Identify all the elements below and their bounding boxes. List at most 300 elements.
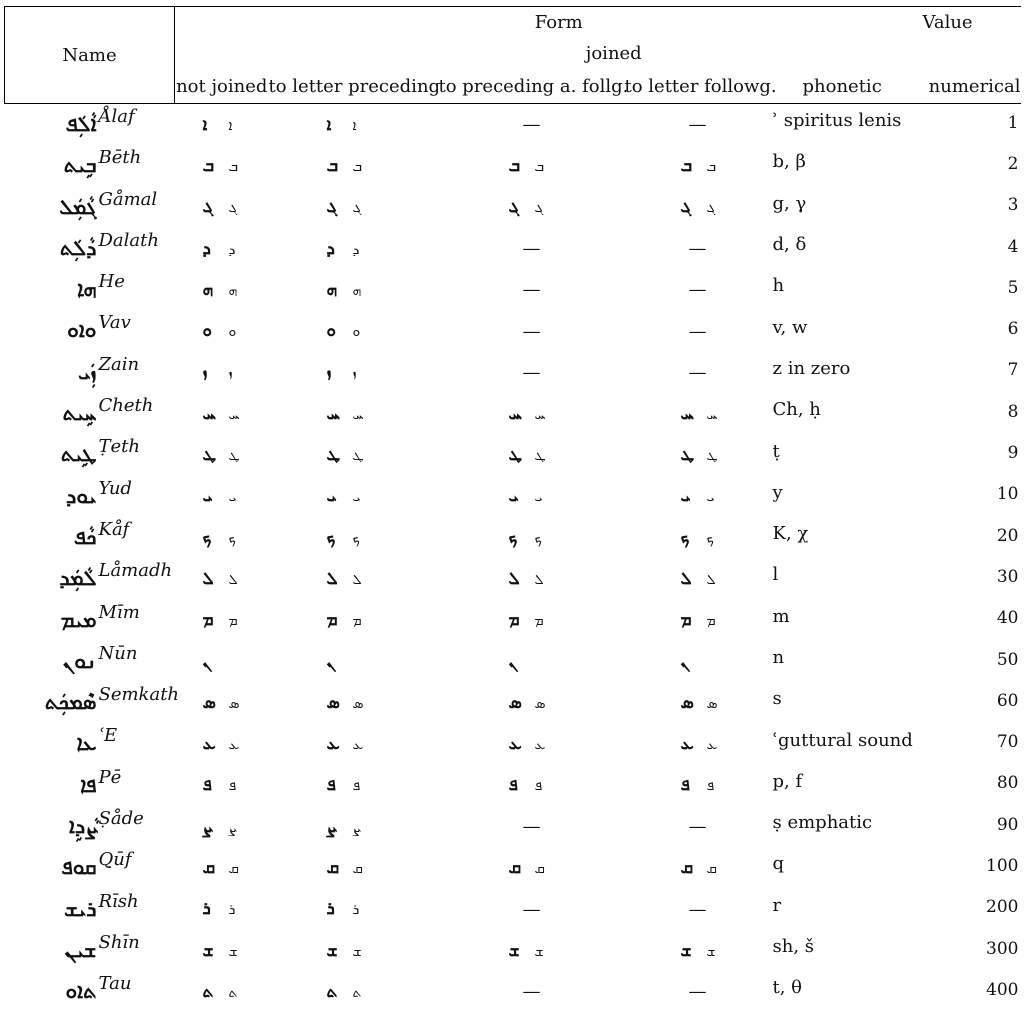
letter-glyph-bold: ܝ <box>326 486 337 507</box>
letter-glyph-bold: ܩ <box>326 857 340 878</box>
letter-glyph-bold: ܡ <box>680 610 692 631</box>
latin-name: Yud <box>98 477 132 499</box>
phonetic-value <box>771 476 913 517</box>
letter-glyph-light: ܟ <box>228 530 237 547</box>
numerical-text: 10 <box>996 484 1019 505</box>
numerical-value <box>913 889 1021 930</box>
letter-name-cell <box>5 145 175 186</box>
header-not-joined: not joined <box>175 69 269 104</box>
phonetic-text: z in zero <box>772 357 851 379</box>
phonetic-value <box>771 145 913 186</box>
letter-glyph-light: ܥ <box>228 737 240 754</box>
letter-glyph-bold: ܩ <box>202 857 216 878</box>
letter-glyph-bold: ܥ <box>508 734 522 755</box>
numerical-value <box>913 930 1021 971</box>
letter-glyph-bold: ܝ <box>508 486 519 507</box>
latin-name: Ṣåde <box>98 808 144 830</box>
table-row <box>5 104 1021 146</box>
letter-form <box>269 806 439 847</box>
letter-glyph-bold: ܦ <box>326 775 336 796</box>
phonetic-text: b, β <box>772 151 806 173</box>
letter-glyph-light: ܥ <box>352 737 364 754</box>
numerical-text: 90 <box>996 814 1019 835</box>
no-form-dash: — <box>522 981 541 1003</box>
phonetic-value <box>771 310 913 351</box>
no-form-dash: — <box>522 279 541 301</box>
letter-glyph-light: ܨ <box>228 819 238 836</box>
letter-glyph-bold: ܚ <box>326 403 340 424</box>
letter-form <box>175 889 269 930</box>
letter-glyph-bold: ܛ <box>508 445 522 466</box>
numerical-text: 3 <box>1007 195 1019 216</box>
numerical-text: 100 <box>986 855 1019 876</box>
letter-glyph-light: ܝ <box>534 489 543 506</box>
letter-glyph-light: ܫ <box>706 943 716 960</box>
letter-glyph-bold: ܩ <box>508 857 522 878</box>
letter-form <box>439 558 625 599</box>
syriac-name: ܘܐܘ <box>67 318 97 343</box>
letter-form <box>175 104 269 146</box>
letter-glyph-bold: ܒ <box>326 155 339 176</box>
letter-glyph-light: ܦ <box>228 778 237 795</box>
letter-glyph-bold: ܓ <box>508 197 520 218</box>
letter-name-cell <box>5 228 175 269</box>
letter-form <box>175 434 269 475</box>
numerical-value <box>913 517 1021 558</box>
letter-glyph-light: ܬ <box>228 984 238 1001</box>
phonetic-value <box>771 104 913 146</box>
letter-glyph-light: ܩ <box>228 860 239 877</box>
letter-glyph-light: ܓ <box>228 200 238 217</box>
numerical-text: 20 <box>996 525 1019 546</box>
phonetic-text: Ch, ḥ <box>772 399 821 421</box>
numerical-value <box>913 434 1021 475</box>
no-form-dash: — <box>522 238 541 260</box>
letter-form <box>269 434 439 475</box>
letter-glyph-bold: ܛ <box>326 445 340 466</box>
letter-glyph-light: ܪ <box>228 902 236 919</box>
latin-name: Bēth <box>98 147 142 169</box>
table-row <box>5 145 1021 186</box>
numerical-value <box>913 476 1021 517</box>
letter-form <box>625 434 771 475</box>
numerical-text: 6 <box>1007 319 1019 340</box>
letter-glyph-bold: ܦ <box>202 775 212 796</box>
letter-glyph-light: ܓ <box>352 200 362 217</box>
letter-glyph-bold: ܚ <box>202 403 216 424</box>
table-row <box>5 971 1021 1012</box>
letter-glyph-bold: ܣ <box>508 692 522 713</box>
letter-glyph-bold: ܕ <box>326 238 335 259</box>
phonetic-text: m <box>772 605 790 627</box>
letter-form <box>175 847 269 888</box>
latin-name: Ṭeth <box>98 436 140 458</box>
numerical-text: 40 <box>996 608 1019 629</box>
letter-form <box>269 393 439 434</box>
syriac-name: ܓܵܡܲܠ <box>59 194 97 219</box>
phonetic-value <box>771 847 913 888</box>
letter-name-cell <box>5 641 175 682</box>
letter-glyph-bold: ܡ <box>326 610 338 631</box>
letter-glyph-light: ܓ <box>706 200 716 217</box>
no-form-dash: — <box>688 238 707 260</box>
numerical-value <box>913 310 1021 351</box>
no-form-dash: — <box>522 898 541 920</box>
syriac-name: ܝܘܕ <box>66 483 97 508</box>
letter-glyph-bold: ܙ <box>326 362 332 383</box>
letter-glyph-light: ܨ <box>352 819 362 836</box>
letter-name-cell <box>5 187 175 228</box>
letter-form <box>625 765 771 806</box>
letter-glyph-bold: ܟ <box>202 527 212 548</box>
letter-glyph-bold: ܥ <box>680 734 694 755</box>
phonetic-value <box>771 558 913 599</box>
letter-form <box>175 393 269 434</box>
letter-glyph-light: ܫ <box>534 943 544 960</box>
phonetic-value <box>771 269 913 310</box>
table-row <box>5 930 1021 971</box>
header-to-letter-following: to letter followg. <box>625 69 771 104</box>
syriac-name: ܗܐ <box>77 277 97 302</box>
letter-glyph-light: ܠ <box>706 571 716 588</box>
letter-form <box>439 723 625 764</box>
letter-form <box>625 930 771 971</box>
numerical-value <box>913 269 1021 310</box>
letter-glyph-bold: ܠ <box>508 568 520 589</box>
table-row <box>5 310 1021 351</box>
table-row <box>5 806 1021 847</box>
letter-glyph-light: ܕ <box>228 241 236 258</box>
letter-glyph-bold: ܣ <box>680 692 694 713</box>
letter-form <box>269 930 439 971</box>
letter-glyph-light: ܚ <box>706 406 718 423</box>
letter-glyph-light: ܝ <box>228 489 237 506</box>
letter-form <box>175 228 269 269</box>
numerical-value <box>913 145 1021 186</box>
letter-name-cell <box>5 517 175 558</box>
syriac-name: ܒܹܝܬ <box>63 153 97 178</box>
header-value: Value <box>913 7 1021 39</box>
letter-name-cell <box>5 806 175 847</box>
letter-form <box>439 847 625 888</box>
letter-form <box>625 682 771 723</box>
letter-glyph-bold: ܝ <box>680 486 691 507</box>
numerical-text: 9 <box>1007 443 1019 464</box>
letter-glyph-light: ܒ <box>706 158 717 175</box>
letter-glyph-light: ܘ <box>352 324 361 341</box>
letter-form <box>439 930 625 971</box>
letter-form <box>625 145 771 186</box>
letter-form <box>625 187 771 228</box>
syriac-name: ܪܝܫ <box>64 896 97 921</box>
letter-name-cell <box>5 765 175 806</box>
letter-glyph-light: ܐ <box>228 117 233 134</box>
latin-name: Pē <box>98 766 122 788</box>
no-form-dash: — <box>522 816 541 838</box>
syriac-name: ܥܐ <box>76 731 97 756</box>
phonetic-value <box>771 641 913 682</box>
header-joined: joined <box>585 43 642 64</box>
no-form-dash: — <box>522 114 541 136</box>
letter-glyph-light: ܣ <box>352 695 364 712</box>
letter-glyph-bold: ܗ <box>202 279 214 300</box>
letter-glyph-bold: ܙ <box>202 362 208 383</box>
letter-glyph-bold: ܘ <box>326 321 336 342</box>
no-form-dash: — <box>688 981 707 1003</box>
letter-form <box>175 517 269 558</box>
letter-form <box>175 352 269 393</box>
letter-glyph-bold: ܒ <box>680 155 693 176</box>
numerical-value <box>913 352 1021 393</box>
letter-glyph-bold: ܬ <box>202 981 214 1002</box>
letter-form <box>269 352 439 393</box>
letter-form <box>269 641 439 682</box>
syriac-name: ܐܵܠܲܦ <box>65 112 97 136</box>
letter-name-cell <box>5 889 175 930</box>
numerical-text: 60 <box>996 690 1019 711</box>
header-phonetic: phonetic <box>771 69 913 104</box>
table-row <box>5 889 1021 930</box>
letter-glyph-bold: ܢ <box>326 651 336 672</box>
phonetic-text: h <box>772 275 785 297</box>
letter-glyph-light: ܣ <box>534 695 546 712</box>
letter-name-cell <box>5 558 175 599</box>
letter-glyph-bold: ܠ <box>326 568 338 589</box>
letter-glyph-light: ܫ <box>228 943 238 960</box>
latin-name: Mīm <box>98 601 140 623</box>
letter-name-cell <box>5 930 175 971</box>
letter-glyph-bold: ܓ <box>680 197 692 218</box>
letter-form <box>175 600 269 641</box>
letter-glyph-bold: ܟ <box>508 527 518 548</box>
numerical-text: 400 <box>986 979 1019 1000</box>
letter-glyph-light: ܚ <box>228 406 240 423</box>
numerical-text: 50 <box>996 649 1019 670</box>
numerical-value <box>913 806 1021 847</box>
letter-glyph-bold: ܣ <box>202 692 216 713</box>
letter-glyph-bold: ܒ <box>202 155 215 176</box>
latin-name: Nūn <box>98 642 138 664</box>
letter-form <box>439 145 625 186</box>
phonetic-text: ʿguttural sound <box>772 729 913 751</box>
letter-form <box>269 104 439 146</box>
syriac-name: ܛܹܝܬ <box>60 442 97 467</box>
no-form-dash: — <box>688 361 707 383</box>
phonetic-value <box>771 434 913 475</box>
no-form-dash: — <box>688 320 707 342</box>
latin-name: Låmadh <box>98 560 173 582</box>
numerical-value <box>913 682 1021 723</box>
latin-name: Cheth <box>98 395 154 417</box>
letter-form <box>625 723 771 764</box>
latin-name: He <box>98 271 125 293</box>
letter-form <box>175 269 269 310</box>
letter-glyph-light: ܠ <box>534 571 544 588</box>
numerical-text: 70 <box>996 732 1019 753</box>
letter-glyph-bold: ܗ <box>326 279 338 300</box>
no-form-dash: — <box>688 114 707 136</box>
numerical-text: 4 <box>1007 236 1019 257</box>
letter-glyph-light: ܚ <box>534 406 546 423</box>
no-form-dash: — <box>688 816 707 838</box>
letter-glyph-bold: ܐ <box>326 114 332 135</box>
letter-form <box>269 847 439 888</box>
letter-glyph-light: ܐ <box>352 117 357 134</box>
letter-form <box>269 145 439 186</box>
letter-form <box>269 971 439 1012</box>
letter-glyph-bold: ܛ <box>202 445 216 466</box>
letter-name-cell <box>5 269 175 310</box>
letter-glyph-bold: ܓ <box>202 197 214 218</box>
letter-glyph-light: ܝ <box>706 489 715 506</box>
letter-glyph-light: ܠ <box>228 571 238 588</box>
letter-glyph-bold: ܩ <box>680 857 694 878</box>
phonetic-value <box>771 930 913 971</box>
numerical-value <box>913 971 1021 1012</box>
letter-form <box>625 517 771 558</box>
letter-glyph-bold: ܒ <box>508 155 521 176</box>
letter-form <box>175 641 269 682</box>
table-row <box>5 723 1021 764</box>
table-row <box>5 682 1021 723</box>
phonetic-text: v, w <box>772 316 808 338</box>
phonetic-text: K, χ <box>772 523 809 545</box>
letter-glyph-light: ܦ <box>706 778 715 795</box>
letter-name-cell <box>5 476 175 517</box>
letter-form <box>439 641 625 682</box>
letter-name-cell <box>5 352 175 393</box>
letter-glyph-light: ܫ <box>352 943 362 960</box>
letter-glyph-bold: ܫ <box>202 940 214 961</box>
letter-glyph-bold: ܐ <box>202 114 208 135</box>
table-row <box>5 187 1021 228</box>
letter-glyph-light: ܬ <box>352 984 362 1001</box>
letter-form <box>439 765 625 806</box>
numerical-value <box>913 723 1021 764</box>
syriac-name: ܢܘܢ <box>62 648 97 673</box>
phonetic-text: l <box>772 564 779 586</box>
letter-glyph-bold: ܦ <box>508 775 518 796</box>
letter-name-cell <box>5 847 175 888</box>
letter-form <box>175 765 269 806</box>
latin-name: ʿE <box>98 725 118 747</box>
latin-name: Ålaf <box>98 106 135 127</box>
letter-glyph-bold: ܡ <box>508 610 520 631</box>
numerical-text: 30 <box>996 566 1019 587</box>
letter-glyph-light: ܙ <box>352 365 357 382</box>
numerical-value <box>913 847 1021 888</box>
letter-name-cell <box>5 434 175 475</box>
phonetic-text: ʾ spiritus lenis <box>772 110 902 132</box>
letter-glyph-bold: ܥ <box>202 734 216 755</box>
letter-glyph-bold: ܢ <box>680 651 690 672</box>
syriac-name: ܬܐܘ <box>65 979 97 1004</box>
letter-name-cell <box>5 682 180 723</box>
latin-name: Zain <box>98 353 140 375</box>
letter-glyph-bold: ܚ <box>508 403 522 424</box>
table-row <box>5 352 1021 393</box>
phonetic-value <box>771 187 913 228</box>
letter-glyph-light: ܙ <box>228 365 233 382</box>
header-numerical: numerical <box>913 69 1021 104</box>
letter-form <box>439 476 625 517</box>
latin-name: Gåmal <box>98 188 158 210</box>
letter-glyph-light: ܛ <box>352 448 364 465</box>
letter-form <box>625 558 771 599</box>
letter-glyph-light: ܩ <box>352 860 363 877</box>
phonetic-text: ṣ emphatic <box>772 812 873 834</box>
letter-glyph-light: ܗ <box>352 282 362 299</box>
letter-glyph-bold: ܨ <box>326 816 338 837</box>
latin-name: Semkath <box>98 684 180 706</box>
phonetic-value <box>771 600 913 641</box>
letter-form <box>269 889 439 930</box>
letter-form <box>175 145 269 186</box>
phonetic-value <box>771 682 913 723</box>
latin-name: Vav <box>98 312 131 334</box>
letter-form <box>625 393 771 434</box>
syriac-name: ܕܵܠܲܬ <box>59 235 97 260</box>
numerical-value <box>913 765 1021 806</box>
letter-name-cell <box>5 104 175 146</box>
letter-glyph-light: ܝ <box>352 489 361 506</box>
letter-glyph-light: ܛ <box>706 448 718 465</box>
table-row <box>5 600 1021 641</box>
letter-form <box>175 723 269 764</box>
alphabet-table <box>4 6 1021 1013</box>
letter-form <box>269 600 439 641</box>
letter-glyph-light: ܩ <box>534 860 545 877</box>
table-row <box>5 558 1021 599</box>
letter-form <box>439 682 625 723</box>
letter-glyph-bold: ܓ <box>326 197 338 218</box>
letter-form <box>439 600 625 641</box>
numerical-text: 80 <box>996 773 1019 794</box>
letter-form <box>625 600 771 641</box>
phonetic-value <box>771 723 913 764</box>
letter-form <box>269 187 439 228</box>
letter-glyph-light: ܟ <box>706 530 715 547</box>
letter-name-cell <box>5 310 175 351</box>
letter-name-cell <box>5 600 175 641</box>
letter-glyph-light: ܩ <box>706 860 717 877</box>
phonetic-text: p, f <box>772 770 803 792</box>
letter-glyph-light: ܚ <box>352 406 364 423</box>
letter-glyph-light: ܒ <box>534 158 545 175</box>
numerical-value <box>913 104 1021 146</box>
letter-form <box>269 765 439 806</box>
phonetic-value <box>771 517 913 558</box>
no-form-dash: — <box>522 361 541 383</box>
syriac-name: ܙܲܝ <box>78 359 97 384</box>
letter-glyph-bold: ܢ <box>508 651 518 672</box>
no-form-dash: — <box>522 320 541 342</box>
syriac-name: ܩܘܦ <box>61 855 97 880</box>
latin-name: Kåf <box>98 518 130 540</box>
phonetic-text: s <box>772 688 782 710</box>
letter-form <box>175 558 269 599</box>
letter-glyph-light: ܓ <box>534 200 544 217</box>
phonetic-text: g, γ <box>772 192 807 214</box>
numerical-text: 300 <box>986 938 1019 959</box>
letter-glyph-light: ܛ <box>534 448 546 465</box>
letter-form <box>269 310 439 351</box>
letter-glyph-light: ܕ <box>352 241 360 258</box>
no-form-dash: — <box>688 279 707 301</box>
letter-glyph-light: ܟ <box>352 530 361 547</box>
latin-name: Rīsh <box>98 890 139 912</box>
syriac-name: ܚܹܝܬ <box>62 401 97 426</box>
